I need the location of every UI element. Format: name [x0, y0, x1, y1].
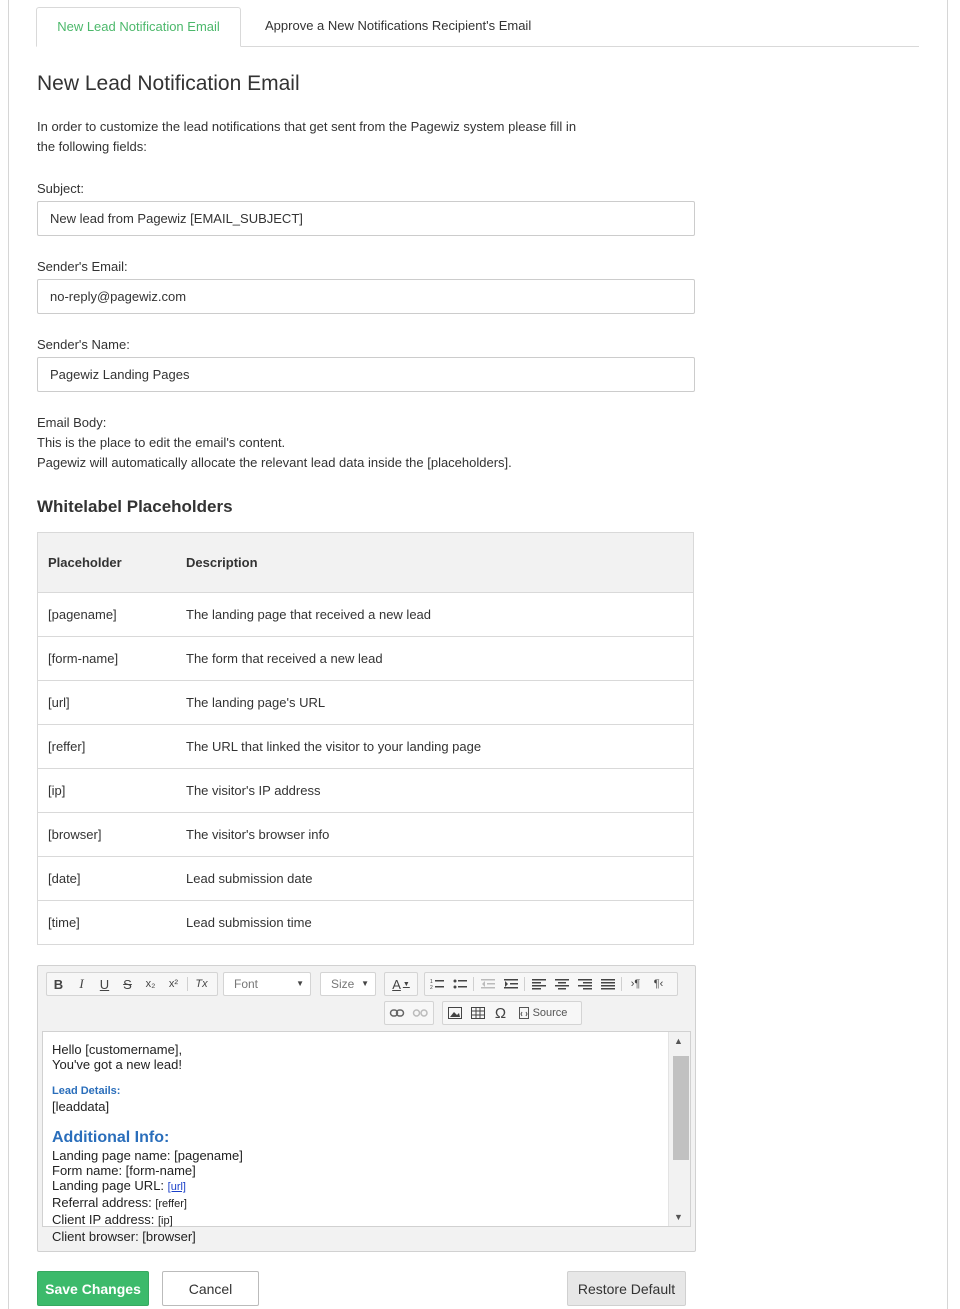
insert-toolbar — [442, 1001, 582, 1025]
sender-email-label: Sender's Email: — [37, 259, 128, 274]
scrollbar-thumb[interactable] — [673, 1056, 689, 1160]
italic-button[interactable]: I — [79, 976, 84, 991]
greeting-line: Hello [customername], — [52, 1042, 183, 1057]
scroll-up-icon[interactable]: ▲ — [674, 1036, 683, 1046]
unlink-icon[interactable] — [408, 1002, 431, 1024]
scroll-down-icon[interactable]: ▼ — [674, 1212, 683, 1222]
description-cell: The visitor's browser info — [186, 827, 330, 842]
landing-url-line — [52, 1178, 662, 1195]
save-changes-button[interactable]: Save Changes — [37, 1271, 149, 1306]
intro-line-1: In order to customize the lead notifications that get sent from the Pagewiz system please fill in — [37, 119, 577, 134]
subject-label: Subject: — [37, 181, 84, 196]
text-direction-rtl-icon[interactable]: ¶‹ — [653, 978, 664, 990]
table-row — [38, 724, 693, 768]
bulleted-list-icon[interactable] — [448, 973, 471, 995]
email-body-description — [37, 413, 512, 473]
header-placeholder: Placeholder — [48, 555, 122, 570]
source-icon — [519, 1007, 529, 1019]
placeholder-cell: [pagename] — [48, 607, 117, 622]
placeholders-title: Whitelabel Placeholders — [37, 497, 233, 516]
text-direction-ltr-icon[interactable]: ›¶ — [630, 978, 641, 990]
toolbar-separator — [524, 977, 525, 991]
toolbar-separator — [621, 977, 622, 991]
table-row — [38, 856, 693, 900]
table-header-row — [38, 533, 693, 592]
settings-panel — [8, 0, 948, 1309]
description-cell: The landing page's URL — [186, 695, 326, 710]
editor-content-area[interactable] — [42, 1031, 691, 1244]
description-cell: The visitor's IP address — [186, 783, 321, 798]
restore-default-button[interactable]: Restore Default — [567, 1271, 686, 1306]
tab-approve-recipient-email[interactable]: Approve a New Notifications Recipient's Email — [265, 18, 532, 33]
size-select-label: Size — [331, 977, 355, 991]
placeholder-cell: [ip] — [48, 783, 66, 798]
tab-new-lead-notification-email[interactable]: New Lead Notification Email — [36, 7, 241, 47]
description-cell: The URL that linked the visitor to your landing page — [186, 739, 482, 754]
size-select[interactable] — [320, 972, 376, 996]
table-row — [38, 812, 693, 856]
font-select[interactable] — [223, 972, 311, 996]
page-title: New Lead Notification Email — [37, 72, 300, 95]
source-label: Source — [532, 1007, 568, 1019]
form-name-line: Form name: [form-name] — [52, 1163, 196, 1178]
new-lead-line: You've got a new lead! — [52, 1057, 182, 1072]
cancel-button[interactable]: Cancel — [162, 1271, 259, 1306]
paragraph-toolbar — [424, 972, 678, 996]
referral-line — [52, 1195, 662, 1212]
referral-label: Referral address: — [52, 1195, 156, 1210]
remove-format-button[interactable]: Tx — [195, 978, 208, 990]
toolbar-separator — [473, 977, 474, 991]
image-icon[interactable] — [443, 1002, 466, 1024]
rich-text-editor — [37, 965, 696, 1252]
email-body-label: Email Body: — [37, 415, 107, 430]
font-select-label: Font — [234, 977, 259, 991]
landing-url-link[interactable]: [url] — [167, 1181, 186, 1193]
superscript-button[interactable]: x² — [168, 978, 179, 990]
table-row — [38, 900, 693, 944]
bold-button[interactable]: B — [53, 976, 64, 992]
header-description: Description — [186, 555, 258, 570]
text-color-label: A — [392, 976, 401, 992]
source-button[interactable] — [512, 1002, 574, 1024]
placeholder-cell: [form-name] — [48, 651, 119, 666]
table-icon[interactable] — [466, 1002, 489, 1024]
email-body-line-1: This is the place to edit the email's content. — [37, 435, 286, 450]
numbered-list-icon[interactable] — [425, 973, 448, 995]
description-cell: Lead submission time — [186, 915, 312, 930]
additional-info-heading: Additional Info: — [52, 1129, 170, 1146]
strikethrough-button[interactable]: S — [123, 976, 132, 992]
placeholder-cell: [date] — [48, 871, 81, 886]
chevron-down-icon: ▼ — [402, 980, 410, 988]
sender-email-input[interactable] — [37, 279, 695, 314]
align-center-icon[interactable] — [550, 973, 573, 995]
placeholders-table — [37, 532, 694, 945]
landing-url-label: Landing page URL: — [52, 1178, 168, 1193]
subscript-button[interactable]: x₂ — [145, 978, 156, 990]
placeholder-cell: [url] — [48, 695, 70, 710]
description-cell: The landing page that received a new lead — [186, 607, 432, 622]
email-body-content[interactable] — [52, 1042, 662, 1244]
browser-line: Client browser: [browser] — [52, 1229, 196, 1244]
increase-indent-icon[interactable] — [499, 973, 522, 995]
justify-icon[interactable] — [596, 973, 619, 995]
decrease-indent-icon[interactable] — [476, 973, 499, 995]
table-row — [38, 680, 693, 724]
description-cell: Lead submission date — [186, 871, 313, 886]
intro-line-2: the following fields: — [37, 139, 147, 154]
svg-text:2: 2 — [429, 985, 433, 991]
underline-button[interactable]: U — [99, 976, 110, 992]
special-character-icon[interactable]: Ω — [494, 1004, 507, 1022]
link-icon[interactable] — [385, 1002, 408, 1024]
intro-text — [37, 117, 637, 157]
toolbar-separator — [187, 977, 188, 991]
leaddata-line: [leaddata] — [52, 1099, 110, 1114]
ip-value: [ip] — [157, 1215, 173, 1227]
table-row — [38, 636, 693, 680]
editor-scrollbar[interactable] — [668, 1032, 690, 1226]
chevron-down-icon: ▼ — [361, 979, 369, 988]
ip-label: Client IP address: — [52, 1212, 158, 1227]
align-left-icon[interactable] — [527, 973, 550, 995]
subject-input[interactable] — [37, 201, 695, 236]
email-body-line-2: Pagewiz will automatically allocate the relevant lead data inside the [placeholders]. — [37, 455, 512, 470]
basic-styles-toolbar — [46, 972, 218, 996]
lead-details-heading: Lead Details: — [52, 1085, 121, 1097]
text-color-toolbar — [384, 972, 418, 996]
align-right-icon[interactable] — [573, 973, 596, 995]
landing-name-line: Landing page name: [pagename] — [52, 1148, 243, 1163]
text-color-button[interactable] — [385, 973, 417, 995]
ip-line — [52, 1212, 662, 1229]
description-cell: The form that received a new lead — [186, 651, 383, 666]
link-toolbar — [384, 1001, 434, 1025]
tab-bar — [36, 7, 919, 47]
chevron-down-icon: ▼ — [296, 979, 304, 988]
sender-name-input[interactable] — [37, 357, 695, 392]
svg-text:1: 1 — [429, 979, 433, 985]
sender-name-label: Sender's Name: — [37, 337, 130, 352]
referral-value: [reffer] — [155, 1198, 187, 1210]
table-row — [38, 768, 693, 812]
placeholder-cell: [reffer] — [48, 739, 86, 754]
placeholder-cell: [browser] — [48, 827, 102, 842]
placeholder-cell: [time] — [48, 915, 80, 930]
table-row — [38, 592, 693, 636]
